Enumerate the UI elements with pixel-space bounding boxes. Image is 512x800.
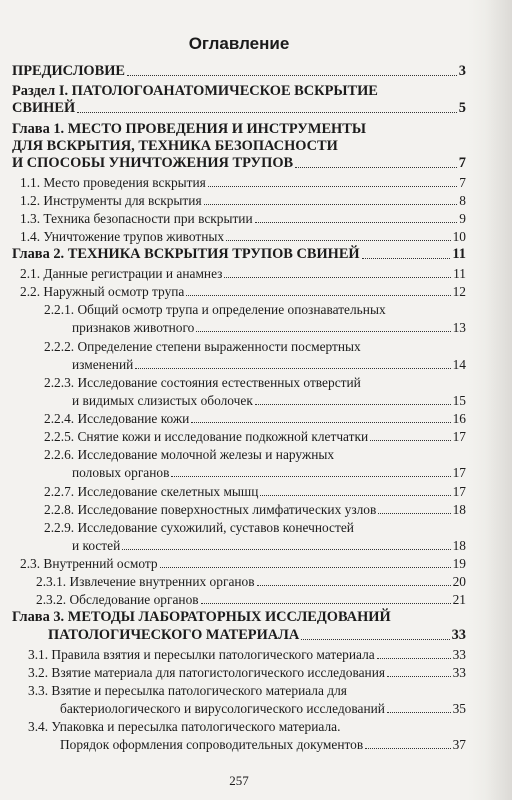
toc-entry-text: 1.3. Техника безопасности при вскрытии: [20, 211, 253, 226]
facing-page-edge: [468, 0, 512, 800]
toc-entry-text: ПАТОЛОГИЧЕСКОГО МАТЕРИАЛА: [48, 627, 300, 643]
toc-entry: [44, 410, 466, 427]
toc-page-number: 11: [452, 246, 466, 262]
toc-entry-text: 3.1. Правила взятия и пересылки патологического материала: [28, 647, 375, 662]
toc-page-number: 37: [452, 737, 466, 752]
toc-entry-text: 2.2.4. Исследование кожи: [44, 411, 190, 426]
toc-entry: [72, 319, 466, 336]
toc-leader: [171, 476, 450, 477]
toc-entry-text: 2.1. Данные регистрации и анамнез: [20, 266, 223, 281]
toc-entry-text: ПРЕДИСЛОВИЕ: [12, 63, 126, 79]
toc-entry: [60, 700, 466, 717]
toc-entry-text: СВИНЕЙ: [12, 100, 76, 116]
toc-page-number: 33: [452, 647, 466, 662]
toc-leader: [365, 748, 450, 749]
toc-entry: [44, 428, 466, 445]
toc-page-number: 33: [452, 665, 466, 680]
toc-entry-text: 1.4. Уничтожение трупов животных: [20, 229, 225, 244]
toc-entry-text: 2.2.5. Снятие кожи и исследование подкожной клетчатки: [44, 429, 369, 444]
toc-entry: [72, 356, 466, 373]
toc-entry: [20, 192, 466, 209]
toc-entry-line: 3.4. Упаковка и пересылка патологического материала.: [28, 719, 341, 734]
toc-page-number: 19: [452, 556, 466, 571]
toc-entry-preface: [12, 63, 466, 80]
toc-entry-text: признаков животного: [72, 320, 195, 335]
toc-leader: [362, 258, 451, 259]
toc-leader: [301, 639, 449, 640]
toc-entry: [20, 265, 466, 282]
toc-entry-line: 2.2.3. Исследование состояния естественных отверстий: [44, 375, 361, 390]
toc-entry-text: Глава 2. ТЕХНИКА ВСКРЫТИЯ ТРУПОВ СВИНЕЙ: [12, 246, 360, 262]
toc-leader: [260, 495, 450, 496]
toc-entry-line: 3.3. Взятие и пересылка патологического материала для: [28, 683, 347, 698]
toc-entry-text: изменений: [72, 357, 134, 372]
toc-entry: [36, 591, 466, 608]
toc-page-number: 13: [452, 320, 466, 335]
toc-leader: [255, 404, 451, 405]
toc-entry-chapter-1: [12, 155, 466, 172]
toc-page-number: 21: [452, 592, 466, 607]
toc-leader: [122, 549, 450, 550]
toc-entry-text: 1.1. Место проведения вскрытия: [20, 175, 206, 190]
toc-page-number: 12: [452, 284, 466, 299]
toc-leader: [208, 186, 457, 187]
toc-leader: [224, 277, 451, 278]
toc-page-number: 17: [452, 484, 466, 499]
toc-entry-chapter-2: [12, 246, 466, 263]
toc-entry: [20, 210, 466, 227]
toc-leader: [204, 204, 458, 205]
toc-page-number: 14: [452, 357, 466, 372]
toc-leader: [226, 240, 450, 241]
toc-page-number: 8: [459, 193, 466, 208]
toc-leader: [160, 567, 451, 568]
toc-leader: [257, 585, 451, 586]
toc-entry: [60, 736, 466, 753]
toc-page-number: 10: [452, 229, 466, 244]
toc-entry: [72, 392, 466, 409]
toc-entry-text: половых органов: [72, 465, 170, 480]
toc-leader: [135, 368, 450, 369]
toc-entry: [20, 555, 466, 572]
toc-entry-text: 2.2.7. Исследование скелетных мышц: [44, 484, 259, 499]
toc-page-number: 11: [453, 266, 466, 281]
toc-page-number: 9: [459, 211, 466, 226]
toc-entry-text: бактериологического и вирусологического исследований: [60, 701, 385, 716]
toc-leader: [191, 422, 450, 423]
toc-entry: [20, 174, 466, 191]
toc-entry: [72, 537, 466, 554]
toc-page-number: 33: [451, 627, 466, 643]
toc-entry-section-1: [12, 100, 466, 117]
toc-entry: [36, 573, 466, 590]
toc-entry: [44, 483, 466, 500]
toc-leader: [186, 295, 450, 296]
page-number: 257: [229, 773, 249, 788]
toc-entry-line: 2.2.6. Исследование молочной железы и наружных: [44, 447, 335, 462]
toc-entry-text: 1.2. Инструменты для вскрытия: [20, 193, 202, 208]
toc-entry-line: 2.2.1. Общий осмотр трупа и определение опознавательных: [44, 302, 386, 317]
toc-entry-line: Глава 1. МЕСТО ПРОВЕДЕНИЯ И ИНСТРУМЕНТЫ: [12, 121, 366, 137]
toc-page-number: 18: [452, 538, 466, 553]
toc-page-number: 5: [458, 100, 466, 116]
toc-entry-line: Раздел I. ПАТОЛОГОАНАТОМИЧЕСКОЕ ВСКРЫТИЕ: [12, 83, 378, 99]
toc-leader: [201, 603, 451, 604]
toc-leader: [127, 75, 457, 76]
toc-leader: [387, 676, 451, 677]
toc-page-number: 17: [452, 429, 466, 444]
toc-entry-line: 2.2.2. Определение степени выраженности посмертных: [44, 339, 361, 354]
toc-leader: [387, 712, 451, 713]
toc-entry-text: И СПОСОБЫ УНИЧТОЖЕНИЯ ТРУПОВ: [12, 155, 294, 171]
toc-page-number: 7: [458, 155, 466, 171]
toc-entry: [20, 228, 466, 245]
toc-leader: [378, 513, 450, 514]
toc-entry-line: ДЛЯ ВСКРЫТИЯ, ТЕХНИКА БЕЗОПАСНОСТИ: [12, 138, 338, 154]
toc-leader: [377, 658, 451, 659]
toc-page-number: 20: [452, 574, 466, 589]
toc-leader: [295, 167, 457, 168]
toc-entry-text: 2.2. Наружный осмотр трупа: [20, 284, 185, 299]
toc-entry: [72, 464, 466, 481]
toc-entry-line: 2.2.9. Исследование сухожилий, суставов конечностей: [44, 520, 354, 535]
toc-entry: [28, 664, 466, 681]
toc-entry: [44, 501, 466, 518]
toc-leader: [196, 331, 450, 332]
toc-entry-text: 2.2.8. Исследование поверхностных лимфатических узлов: [44, 502, 377, 517]
toc-page-number: 16: [452, 411, 466, 426]
toc-title: Оглавление: [188, 34, 290, 53]
toc-entry: [20, 283, 466, 300]
toc-page-number: 7: [459, 175, 466, 190]
toc-entry: [28, 646, 466, 663]
toc-entry-text: 2.3.2. Обследование органов: [36, 592, 199, 607]
toc-entry-text: и видимых слизистых оболочек: [72, 393, 253, 408]
toc-page-number: 3: [458, 63, 466, 79]
toc-entry-text: Порядок оформления сопроводительных документов: [60, 737, 364, 752]
toc-page-number: 35: [452, 701, 466, 716]
toc-entry-line: Глава 3. МЕТОДЫ ЛАБОРАТОРНЫХ ИССЛЕДОВАНИЙ: [12, 609, 391, 625]
toc-entry-text: и костей: [72, 538, 121, 553]
toc-leader: [77, 112, 457, 113]
toc-page-number: 18: [452, 502, 466, 517]
toc-entry-text: 2.3. Внутренний осмотр: [20, 556, 158, 571]
toc-leader: [255, 222, 458, 223]
toc-entry-chapter-3: [48, 627, 466, 644]
toc-page-number: 17: [452, 465, 466, 480]
toc-entry-text: 2.3.1. Извлечение внутренних органов: [36, 574, 255, 589]
toc-leader: [370, 440, 450, 441]
toc-entry-text: 3.2. Взятие материала для патогистологического исследования: [28, 665, 386, 680]
toc-page-number: 15: [452, 393, 466, 408]
